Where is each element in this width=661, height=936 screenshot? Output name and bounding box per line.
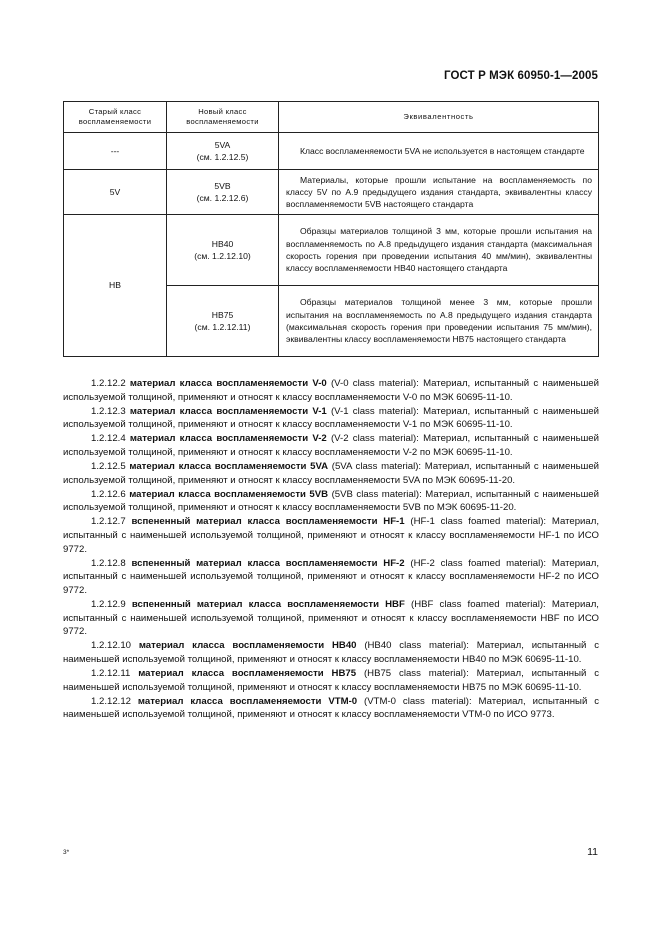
equivalence-cell: Образцы материалов толщиной 3 мм, которые прошли испытания на воспламеняемость по А.8 предыдущего издания стандарта (максимальная скорость горения при проведении испытания 40 мм/мин), эквивалентны классу воспламеняемости HB40 настоящего стандарта	[279, 215, 599, 286]
clause-number: 1.2.12.11	[91, 667, 131, 679]
clause-number: 1.2.12.12	[91, 695, 132, 707]
table-row	[64, 133, 599, 170]
new-class-code: HB40	[211, 238, 234, 249]
new-class-code: 5VB	[214, 180, 231, 191]
equivalence-cell: Класс воспламеняемости 5VA не используется в настоящем стандарте	[279, 133, 599, 170]
flammability-equivalence-table	[63, 101, 599, 357]
equivalence-cell: Материалы, которые прошли испытание на воспламеняемость по классу 5V по А.9 предыдущего издания стандарта, эквивалентны классу воспламеняемости 5VB настоящего стандарта	[279, 170, 599, 215]
definitions-body	[63, 377, 599, 722]
col-old-class-header: Старый класс воспламеняемости	[64, 102, 167, 133]
definition-text: (V-2 class material): Материал, испытанный с наименьшей используемой толщиной, применяют и относят к классу воспламеняемости V-2 по МЭК 60695-11-10.	[63, 433, 600, 458]
defined-term: материал класса воспламеняемости V-2	[129, 433, 327, 445]
old-class-cell: ---	[64, 133, 167, 170]
equivalence-cell: Образцы материалов толщиной менее 3 мм, которые прошли испытания на воспламеняемость по А.8 предыдущего издания стандарта (максимальная скорость горения при проведении испытания 75 мм/мин), эквивалентны классу воспламеняемости HB75 настоящего стандарта	[279, 286, 599, 357]
clause-number: 1.2.12.8	[91, 557, 126, 569]
definition-text: (5VB class material): Материал, испытанный с наименьшей используемой толщиной, применяют и относят к классу воспламеняемости 5VB по МЭК 60695-11-20.	[63, 488, 599, 514]
definition-text: (HF-2 class foamed material): Материал, испытанный с наименьшей используемой толщиной, применяют и относят к классу воспламеняемости HF-2 по ИСО 9772.	[63, 557, 599, 596]
clause-number: 1.2.12.10	[91, 640, 132, 652]
defined-term: вспененный материал класса воспламеняемости HF-2	[131, 557, 405, 569]
defined-term: материал класса воспламеняемости V-0	[129, 378, 327, 389]
clause-number: 1.2.12.3	[91, 405, 126, 417]
definition-text: (V-1 class material): Материал, испытанный с наименьшей используемой толщиной, применяют и относят к классу воспламеняемости V-1 по МЭК 60695-11-10.	[63, 405, 600, 431]
old-class-cell: 5V	[64, 170, 167, 215]
new-class-ref: (см. 1.2.12.11)	[194, 322, 251, 332]
old-class-cell: HB	[64, 215, 167, 357]
definition-text: (V-0 class material): Материал, испытанный с наименьшей используемой толщиной, применяют и относят к классу воспламеняемости V-0 по МЭК 60695-11-10.	[63, 378, 600, 403]
definition-paragraph	[63, 639, 599, 666]
definition-paragraph	[63, 695, 599, 722]
definition-paragraph	[63, 377, 599, 404]
definition-paragraph	[63, 557, 599, 598]
new-class-code: HB75	[211, 309, 234, 320]
signature-mark: 3*	[63, 849, 70, 856]
new-class-ref: (см. 1.2.12.5)	[196, 152, 249, 162]
definition-paragraph	[63, 460, 599, 487]
defined-term: материал класса воспламеняемости 5VA	[129, 461, 329, 473]
table-row	[64, 170, 599, 215]
defined-term: материал класса воспламеняемости VTM-0	[137, 695, 358, 707]
defined-term: материал класса воспламеняемости 5VB	[129, 488, 329, 500]
definition-paragraph	[63, 515, 599, 556]
new-class-cell	[167, 286, 279, 357]
definition-paragraph	[63, 488, 599, 515]
col-equivalence-header: Эквивалентность	[279, 102, 599, 133]
clause-number: 1.2.12.9	[91, 599, 126, 610]
clause-number: 1.2.12.2	[91, 378, 126, 389]
defined-term: вспененный материал класса воспламеняемости HF-1	[131, 516, 405, 528]
definition-paragraph	[63, 667, 599, 694]
defined-term: материал класса воспламеняемости HB75	[138, 667, 357, 679]
definition-text: (HB40 class material): Материал, испытанный с наименьшей используемой толщиной, применяют и относят к классу воспламеняемости HB40 по МЭК 60695-11-10.	[63, 640, 600, 665]
new-class-ref: (см. 1.2.12.10)	[194, 251, 251, 261]
definition-paragraph	[63, 432, 599, 459]
definition-text: (HF-1 class foamed material): Материал, испытанный с наименьшей используемой толщиной, применяют и относят к классу воспламеняемости HF-1 по ИСО 9772.	[63, 516, 599, 555]
new-class-cell	[167, 133, 279, 170]
new-class-cell	[167, 215, 279, 286]
defined-term: материал класса воспламеняемости V-1	[129, 405, 327, 417]
table-header-row	[64, 102, 599, 133]
new-class-ref: (см. 1.2.12.6)	[196, 193, 249, 203]
new-class-cell	[167, 170, 279, 215]
definition-text: (VTM-0 class material): Материал, испытанный с наименьшей используемой толщиной, применяют и относят к классу воспламеняемости VTM-0 по ИСО 9773.	[63, 695, 600, 721]
definition-text: (5VA class material): Материал, испытанный с наименьшей используемой толщиной, применяют и относят к классу воспламеняемости 5VA по МЭК 60695-11-20.	[63, 461, 600, 486]
definition-text: (HB75 class material): Материал, испытанный с наименьшей используемой толщиной, применяют и относят к классу воспламеняемости HB75 по МЭК 60695-11-10.	[63, 667, 599, 693]
clause-number: 1.2.12.4	[91, 433, 126, 445]
definition-paragraph	[63, 405, 599, 432]
clause-number: 1.2.12.5	[91, 461, 126, 473]
new-class-code: 5VA	[214, 139, 231, 150]
table-row	[64, 215, 599, 286]
col-new-class-header: Новый класс воспламеняемости	[167, 102, 279, 133]
clause-number: 1.2.12.6	[91, 488, 126, 500]
definition-paragraph	[63, 598, 599, 639]
clause-number: 1.2.12.7	[91, 516, 126, 528]
defined-term: материал класса воспламеняемости HB40	[138, 640, 357, 652]
defined-term: вспененный материал класса воспламеняемости HBF	[131, 599, 405, 610]
document-header: ГОСТ Р МЭК 60950-1—2005	[444, 70, 598, 82]
definition-text: (HBF class foamed material): Материал, испытанный с наименьшей используемой толщиной, применяют и относят к классу воспламеняемости HBF по ИСО 9772.	[63, 599, 599, 638]
page-number: 11	[587, 846, 598, 858]
